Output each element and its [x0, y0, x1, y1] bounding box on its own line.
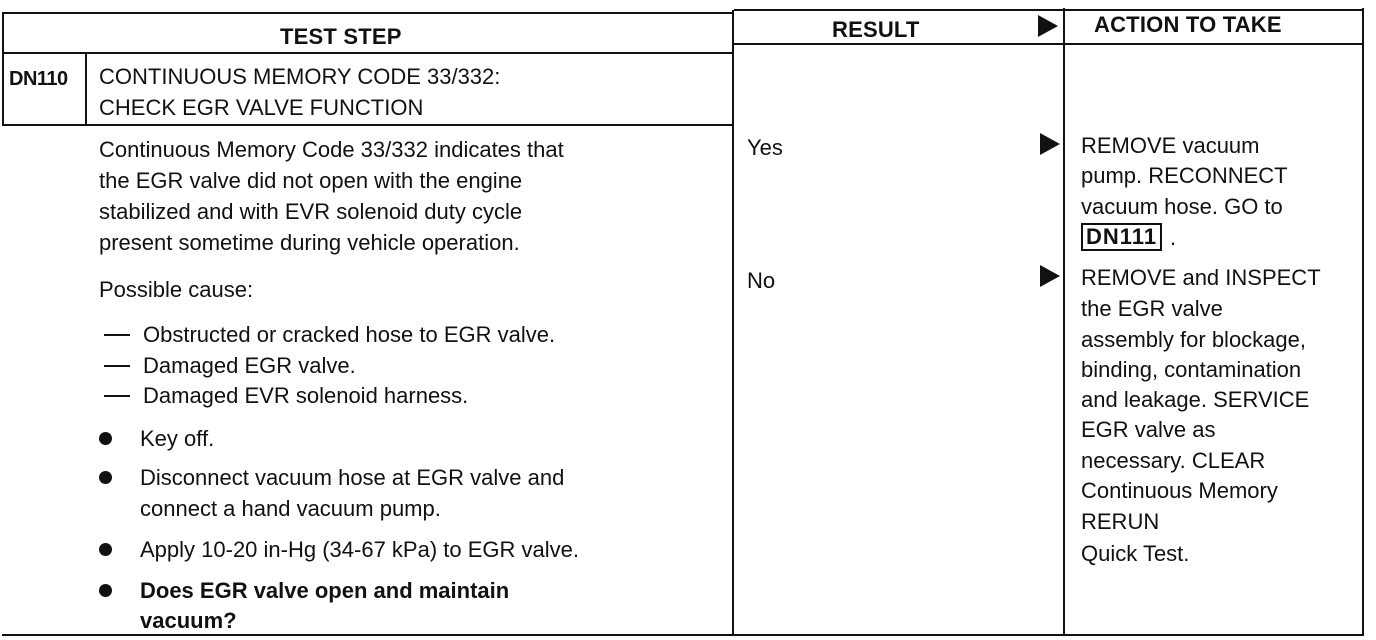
action-no-line: the EGR valve [1081, 296, 1223, 321]
table-top-border-left [2, 12, 734, 14]
action-yes-ref-suffix: . [1170, 225, 1177, 250]
action-no-line: assembly for blockage, [1081, 327, 1306, 352]
header-bottom-border-left [2, 52, 734, 54]
action-no-line: necessary. CLEAR [1081, 448, 1266, 473]
action-no-line: REMOVE and INSPECT [1081, 265, 1321, 290]
description-line-1: Continuous Memory Code 33/332 indicates that [99, 137, 564, 162]
result-no-arrow-icon [1040, 265, 1060, 287]
step-key-off: Key off. [140, 426, 215, 451]
step-title-bottom-border [2, 124, 734, 126]
dash-icon [104, 395, 130, 397]
description-line-2: the EGR valve did not open with the engine [99, 168, 523, 193]
bullet-icon [99, 432, 112, 445]
step-question-line-2: vacuum? [140, 608, 237, 633]
description-line-4: present sometime during vehicle operation. [99, 230, 520, 255]
dash-icon [104, 334, 130, 336]
bullet-icon [99, 543, 112, 556]
cause-item: Damaged EVR solenoid harness. [143, 383, 469, 408]
result-yes: Yes [747, 135, 783, 160]
action-no-line: Quick Test. [1081, 541, 1190, 566]
header-test-step: TEST STEP [280, 24, 402, 49]
action-no-line: binding, contamination [1081, 357, 1302, 382]
step-reference-dn111: DN111 [1081, 223, 1162, 251]
column-divider-1 [732, 10, 734, 636]
dash-icon [104, 365, 130, 367]
step-disconnect-line-1: Disconnect vacuum hose at EGR valve and [140, 465, 565, 490]
cause-item: Damaged EGR valve. [143, 353, 356, 378]
description-line-3: stabilized and with EVR solenoid duty cycle [99, 199, 523, 224]
action-no-line: RERUN [1081, 509, 1160, 534]
header-result: RESULT [832, 17, 920, 42]
action-yes-line-3: vacuum hose. GO to [1081, 194, 1283, 219]
action-yes-line-2: pump. RECONNECT [1081, 163, 1288, 188]
table-top-border-right [734, 9, 1364, 11]
step-id: DN110 [9, 68, 68, 90]
header-arrow-icon [1038, 15, 1058, 37]
bullet-icon [99, 584, 112, 597]
step-id-left-border [2, 54, 4, 126]
step-title-line-2: CHECK EGR VALVE FUNCTION [99, 95, 424, 120]
action-no-line: Continuous Memory [1081, 478, 1278, 503]
result-no: No [747, 268, 776, 293]
header-bottom-border-right [734, 43, 1364, 45]
bullet-icon [99, 471, 112, 484]
header-action-to-take: ACTION TO TAKE [1094, 12, 1282, 37]
step-id-right-border [85, 54, 87, 126]
cause-item: Obstructed or cracked hose to EGR valve. [143, 322, 556, 347]
result-yes-arrow-icon [1040, 133, 1060, 155]
step-disconnect-line-2: connect a hand vacuum pump. [140, 496, 441, 521]
action-no-line: EGR valve as [1081, 417, 1216, 442]
step-title-line-1: CONTINUOUS MEMORY CODE 33/332: [99, 64, 501, 89]
step-apply-vacuum: Apply 10-20 in-Hg (34-67 kPa) to EGR valve. [140, 537, 579, 562]
possible-cause-label: Possible cause: [99, 277, 254, 302]
table-right-border [1362, 8, 1364, 636]
action-no-line: and leakage. SERVICE [1081, 387, 1310, 412]
table-left-border [2, 12, 4, 54]
step-question-line-1: Does EGR valve open and maintain [140, 578, 510, 603]
action-yes-line-1: REMOVE vacuum [1081, 133, 1260, 158]
column-divider-2 [1063, 8, 1065, 636]
